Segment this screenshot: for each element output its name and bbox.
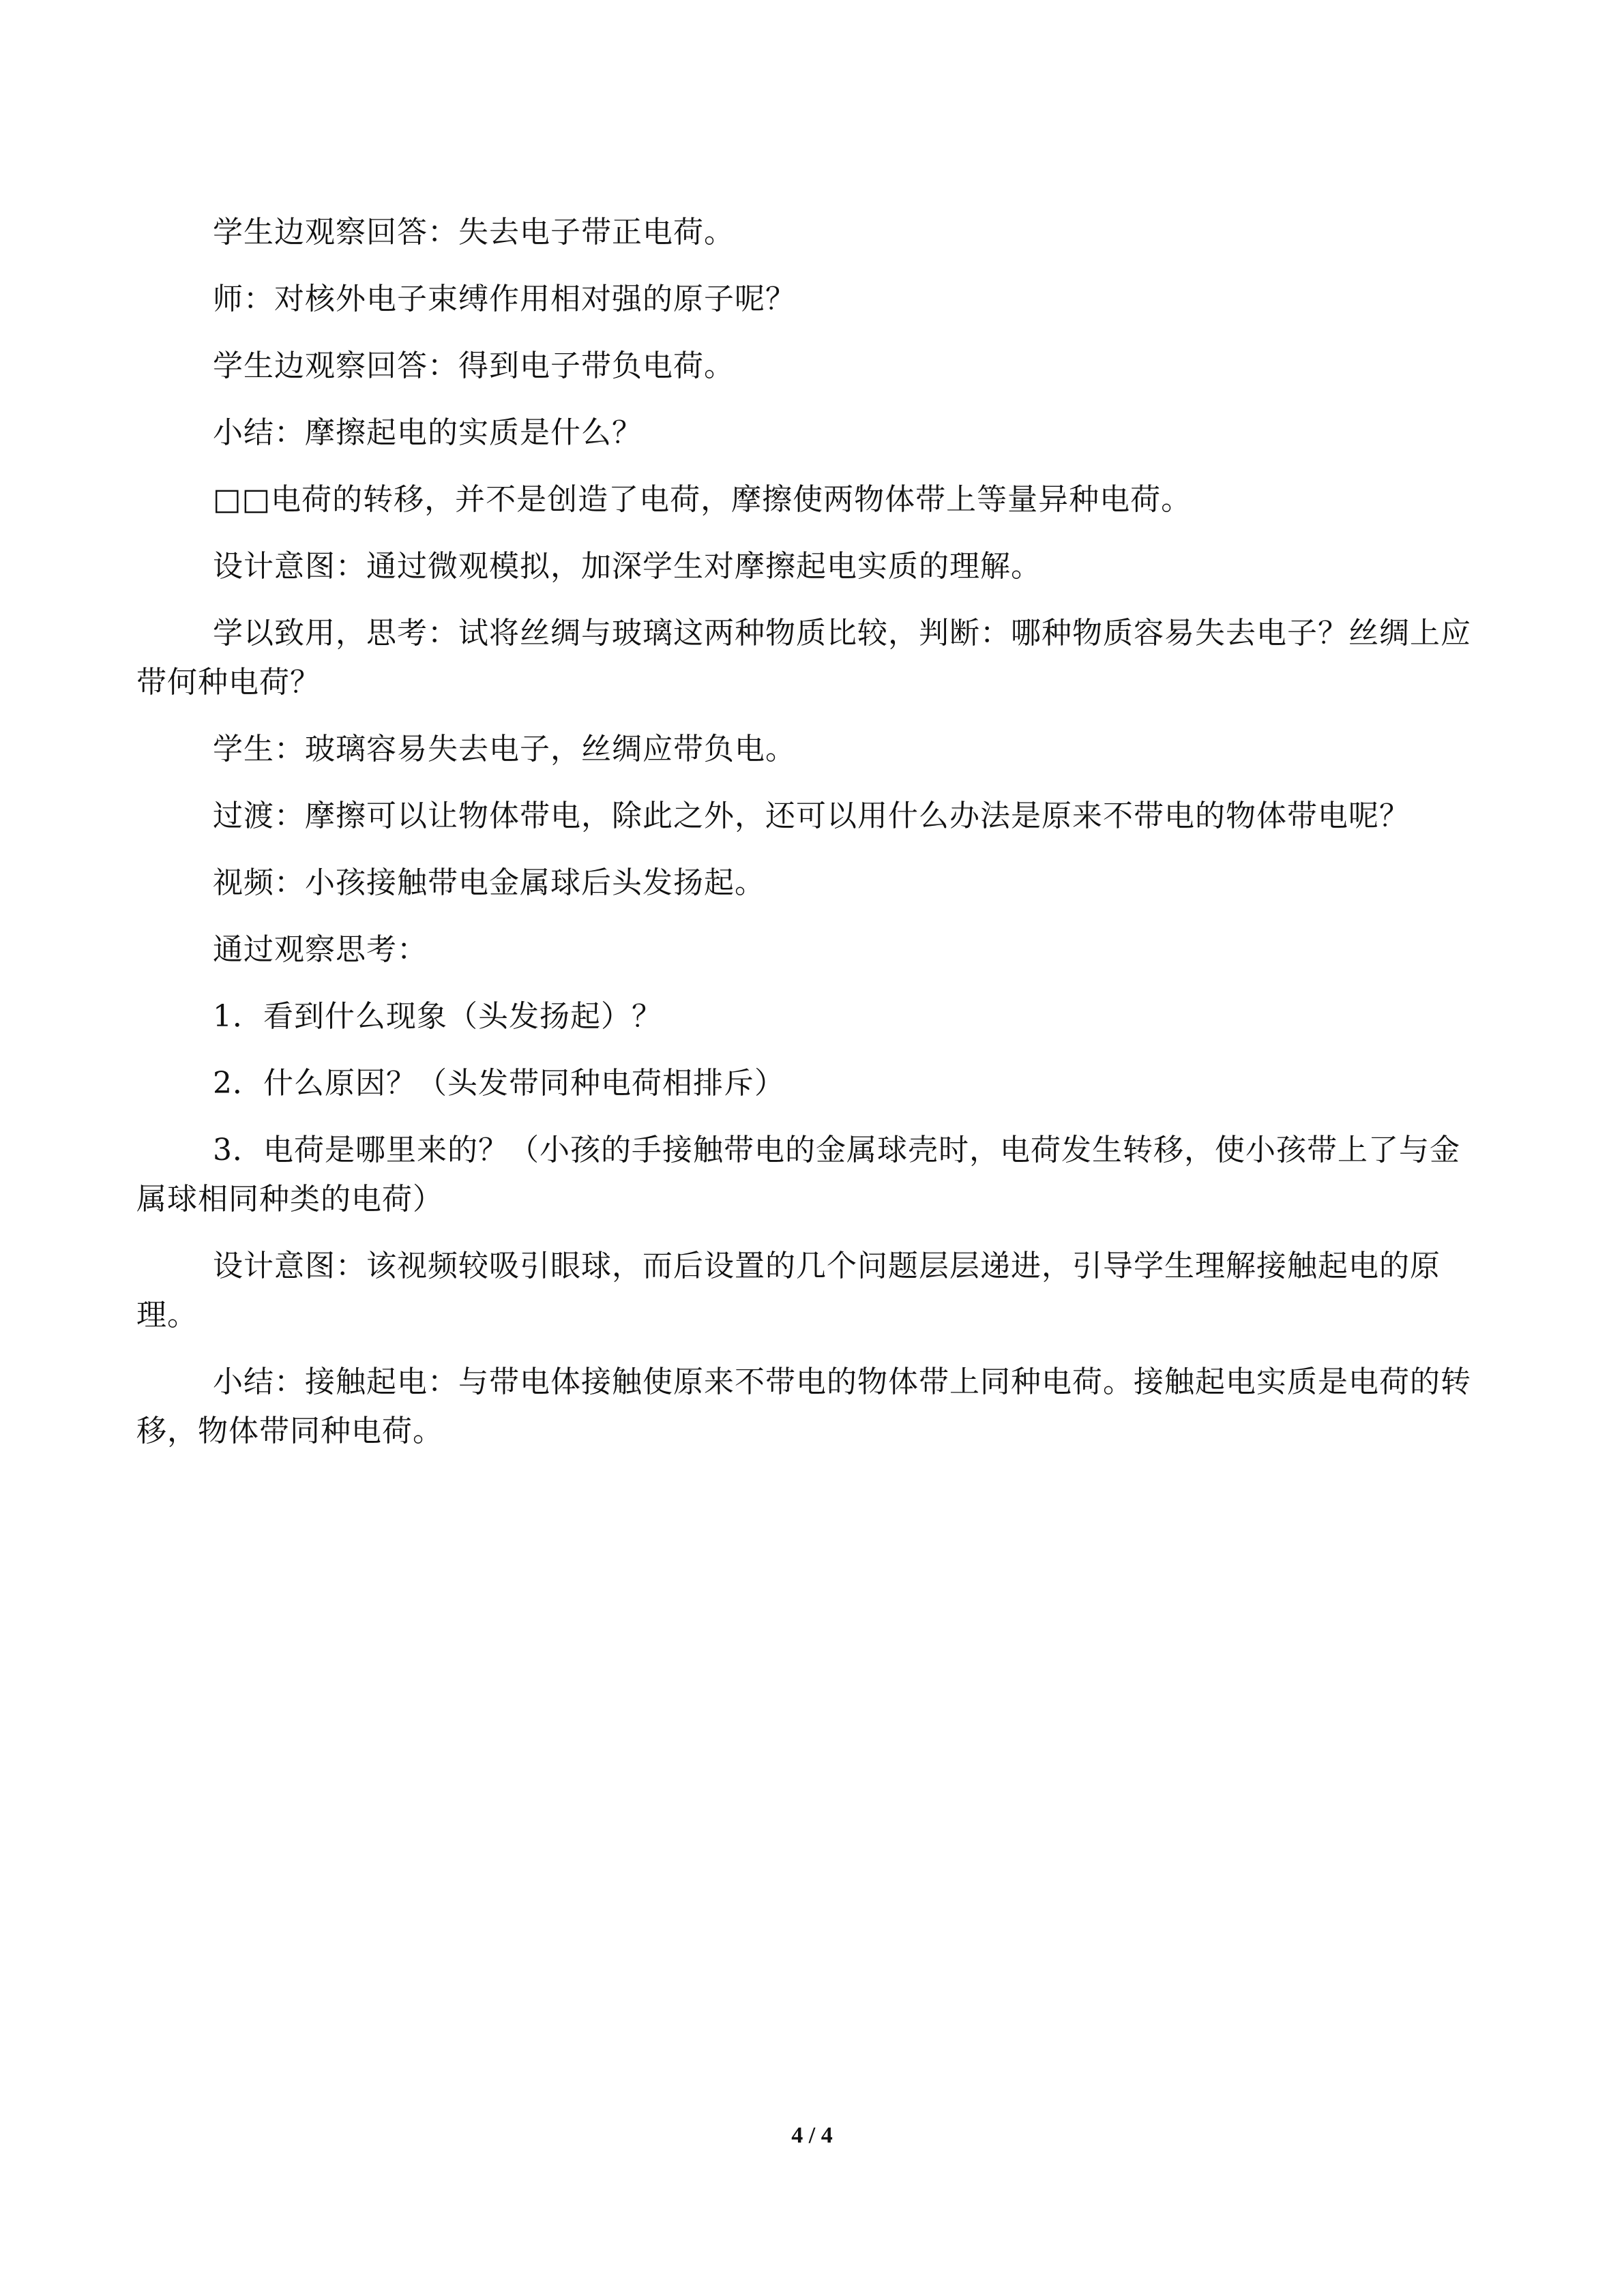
paragraph-design-intent-2: 设计意图：该视频较吸引眼球，而后设置的几个问题层层递进，引导学生理解接触起电的原理。 [136, 1249, 1441, 1332]
paragraph-summary-question: 小结：摩擦起电的实质是什么？ [213, 415, 643, 450]
paragraph-observe-think: 通过观察思考： [213, 932, 428, 967]
paragraph-transition: 过渡：摩擦可以让物体带电，除此之外，还可以用什么办法是原来不带电的物体带电呢？ [213, 799, 1410, 833]
list-item-2: 2．什么原因？（头发带同种电荷相排斥） [213, 1066, 785, 1101]
paragraph-student-answer-negative: 学生边观察回答：得到电子带负电荷。 [213, 348, 735, 383]
paragraph-charge-transfer: □□电荷的转移，并不是创造了电荷，摩擦使两物体带上等量异种电荷。 [213, 482, 1192, 517]
paragraph-student-glass: 学生：玻璃容易失去电子，丝绸应带负电。 [213, 732, 796, 766]
paragraph-video: 视频：小孩接触带电金属球后头发扬起。 [213, 865, 765, 900]
paragraph-student-answer-positive: 学生边观察回答：失去电子带正电荷。 [213, 215, 735, 250]
page-number: 4 / 4 [791, 2123, 833, 2148]
paragraph-teacher-question: 师：对核外电子束缚作用相对强的原子呢？ [213, 282, 796, 316]
paragraph-contact-summary: 小结：接触起电：与带电体接触使原来不带电的物体带上同种电荷。接触起电实质是电荷的转移，物体带同种电荷。 [136, 1365, 1471, 1448]
document-body [136, 208, 1473, 1474]
paragraph-apply-question: 学以致用，思考：试将丝绸与玻璃这两种物质比较，判断：哪种物质容易失去电子？丝绸上应带何种电荷？ [136, 616, 1471, 700]
list-item-1: 1．看到什么现象（头发扬起）？ [213, 999, 662, 1034]
paragraph-design-intent-1: 设计意图：通过微观模拟，加深学生对摩擦起电实质的理解。 [213, 549, 1042, 584]
list-item-3: 3．电荷是哪里来的？（小孩的手接触带电的金属球壳时，电荷发生转移，使小孩带上了与金属球相同种类的电荷） [136, 1133, 1460, 1217]
